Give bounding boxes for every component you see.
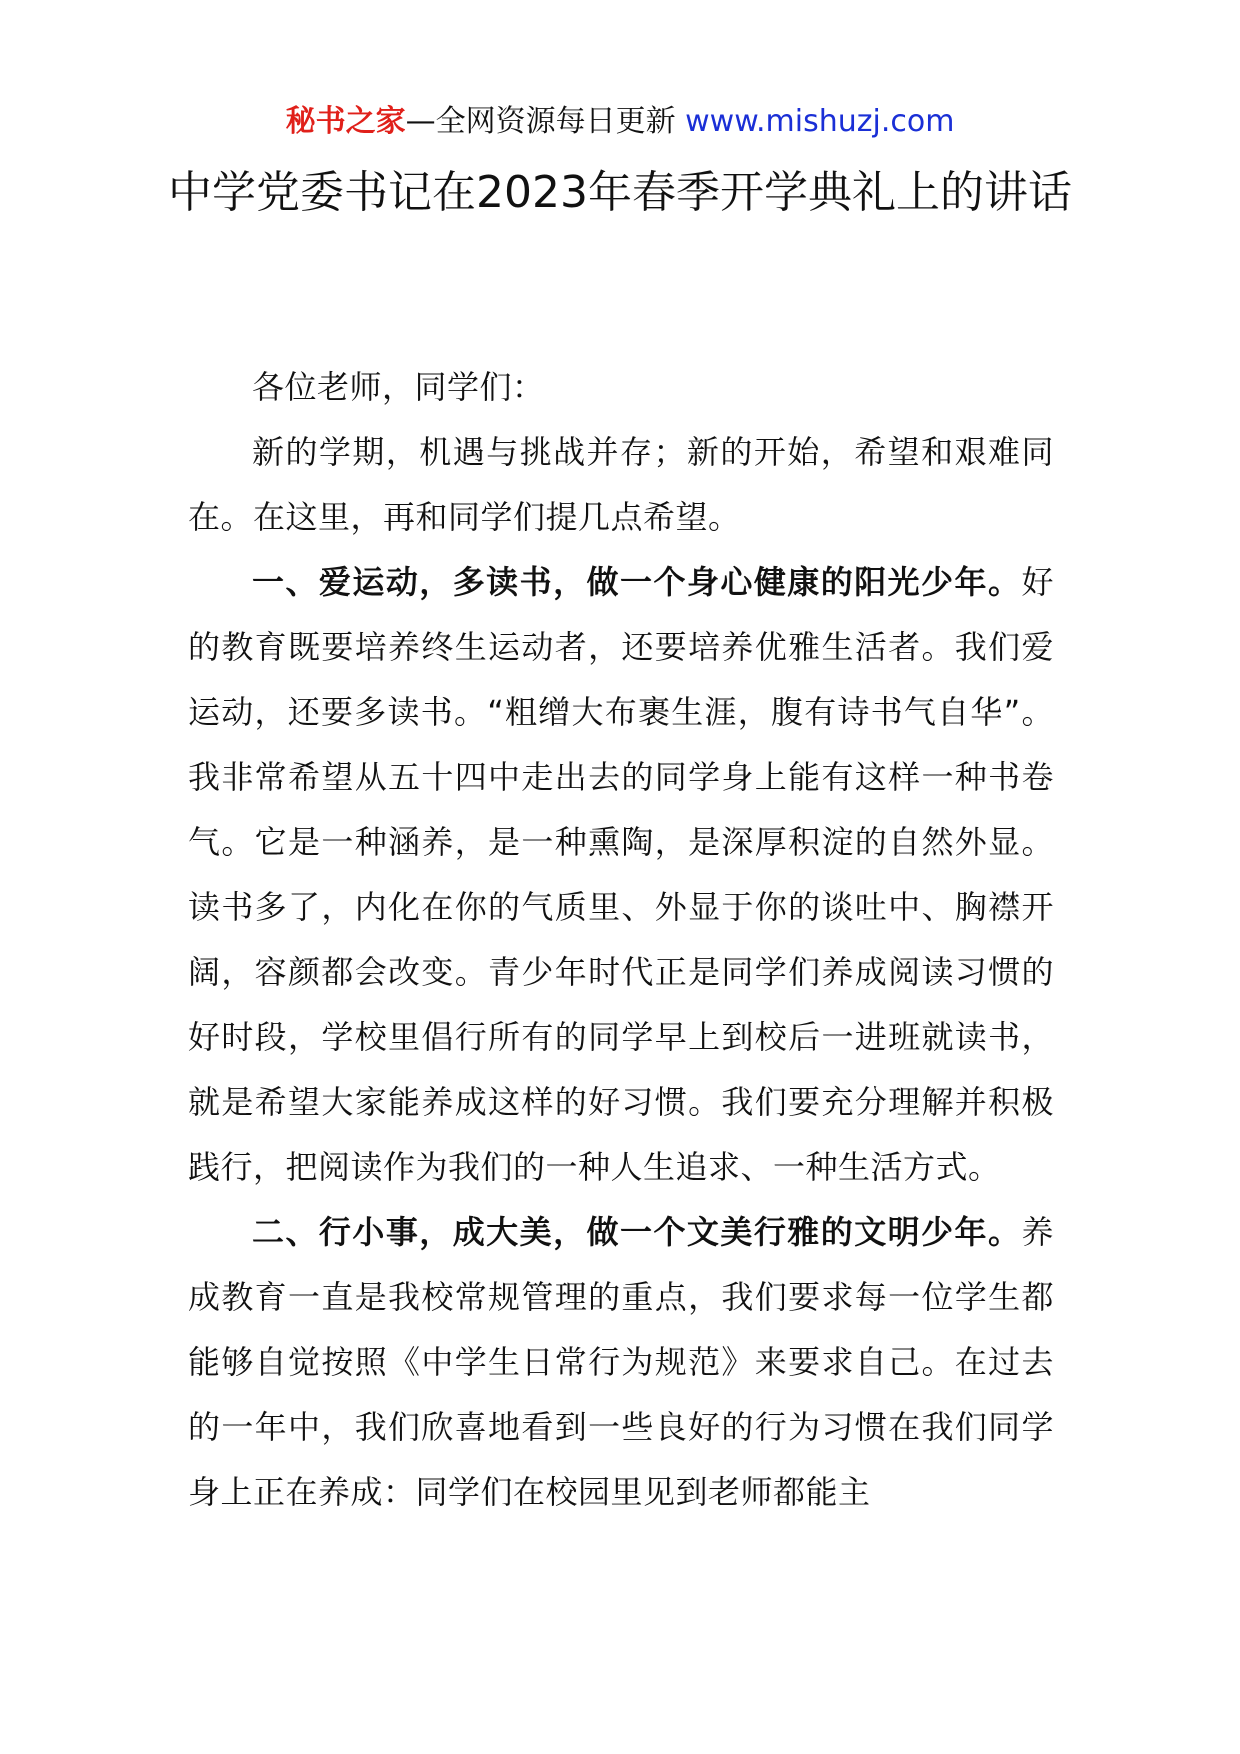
paragraph-intro: 新的学期，机遇与挑战并存；新的开始，希望和艰难同在。在这里，再和同学们提几点希望。 (188, 433, 1054, 536)
header-tagline: —全网资源每日更新 (405, 104, 686, 139)
website-link[interactable]: www.mishuzj.com (685, 104, 955, 139)
paragraph-section-two (188, 1200, 1054, 1525)
section-one-body: 好的教育既要培养终生运动者，还要培养优雅生活者。我们爱运动，还要多读书。“粗缯大布裹生涯，腹有诗书气自华”。我非常希望从五十四中走出去的同学身上能有这样一种书卷气。它是一种涵养，是一种熏陶，是深厚积淀的自然外显。读书多了，内化在你的气质里、外显于你的谈吐中、胸襟开阔，容颜都会改变。青少年时代正是同学们养成阅读习惯的好时段，学校里倡行所有的同学早上到校后一进班就读书，就是希望大家能养成这样的好习惯。我们要充分理解并积极践行，把阅读作为我们的一种人生追求、一种生活方式。 (188, 563, 1054, 1186)
section-two-heading: 二、行小事，成大美，做一个文美行雅的文明少年。 (252, 1213, 1022, 1251)
document-body (188, 355, 1054, 1525)
page-header (0, 100, 1240, 144)
section-one-heading: 一、爱运动，多读书，做一个身心健康的阳光少年。 (252, 563, 1022, 601)
greeting: 各位老师，同学们： (252, 368, 545, 406)
brand-name: 秘书之家 (285, 104, 406, 139)
document-title: 中学党委书记在2023年春季开学典礼上的讲话 (168, 167, 1072, 218)
section-two-body: 养成教育一直是我校常规管理的重点，我们要求每一位学生都能够自觉按照《中学生日常行为规范》来要求自己。在过去的一年中，我们欣喜地看到一些良好的行为习惯在我们同学身上正在养成：同学们在校园里见到老师都能主 (188, 1213, 1054, 1511)
paragraph-section-one (188, 550, 1054, 1200)
